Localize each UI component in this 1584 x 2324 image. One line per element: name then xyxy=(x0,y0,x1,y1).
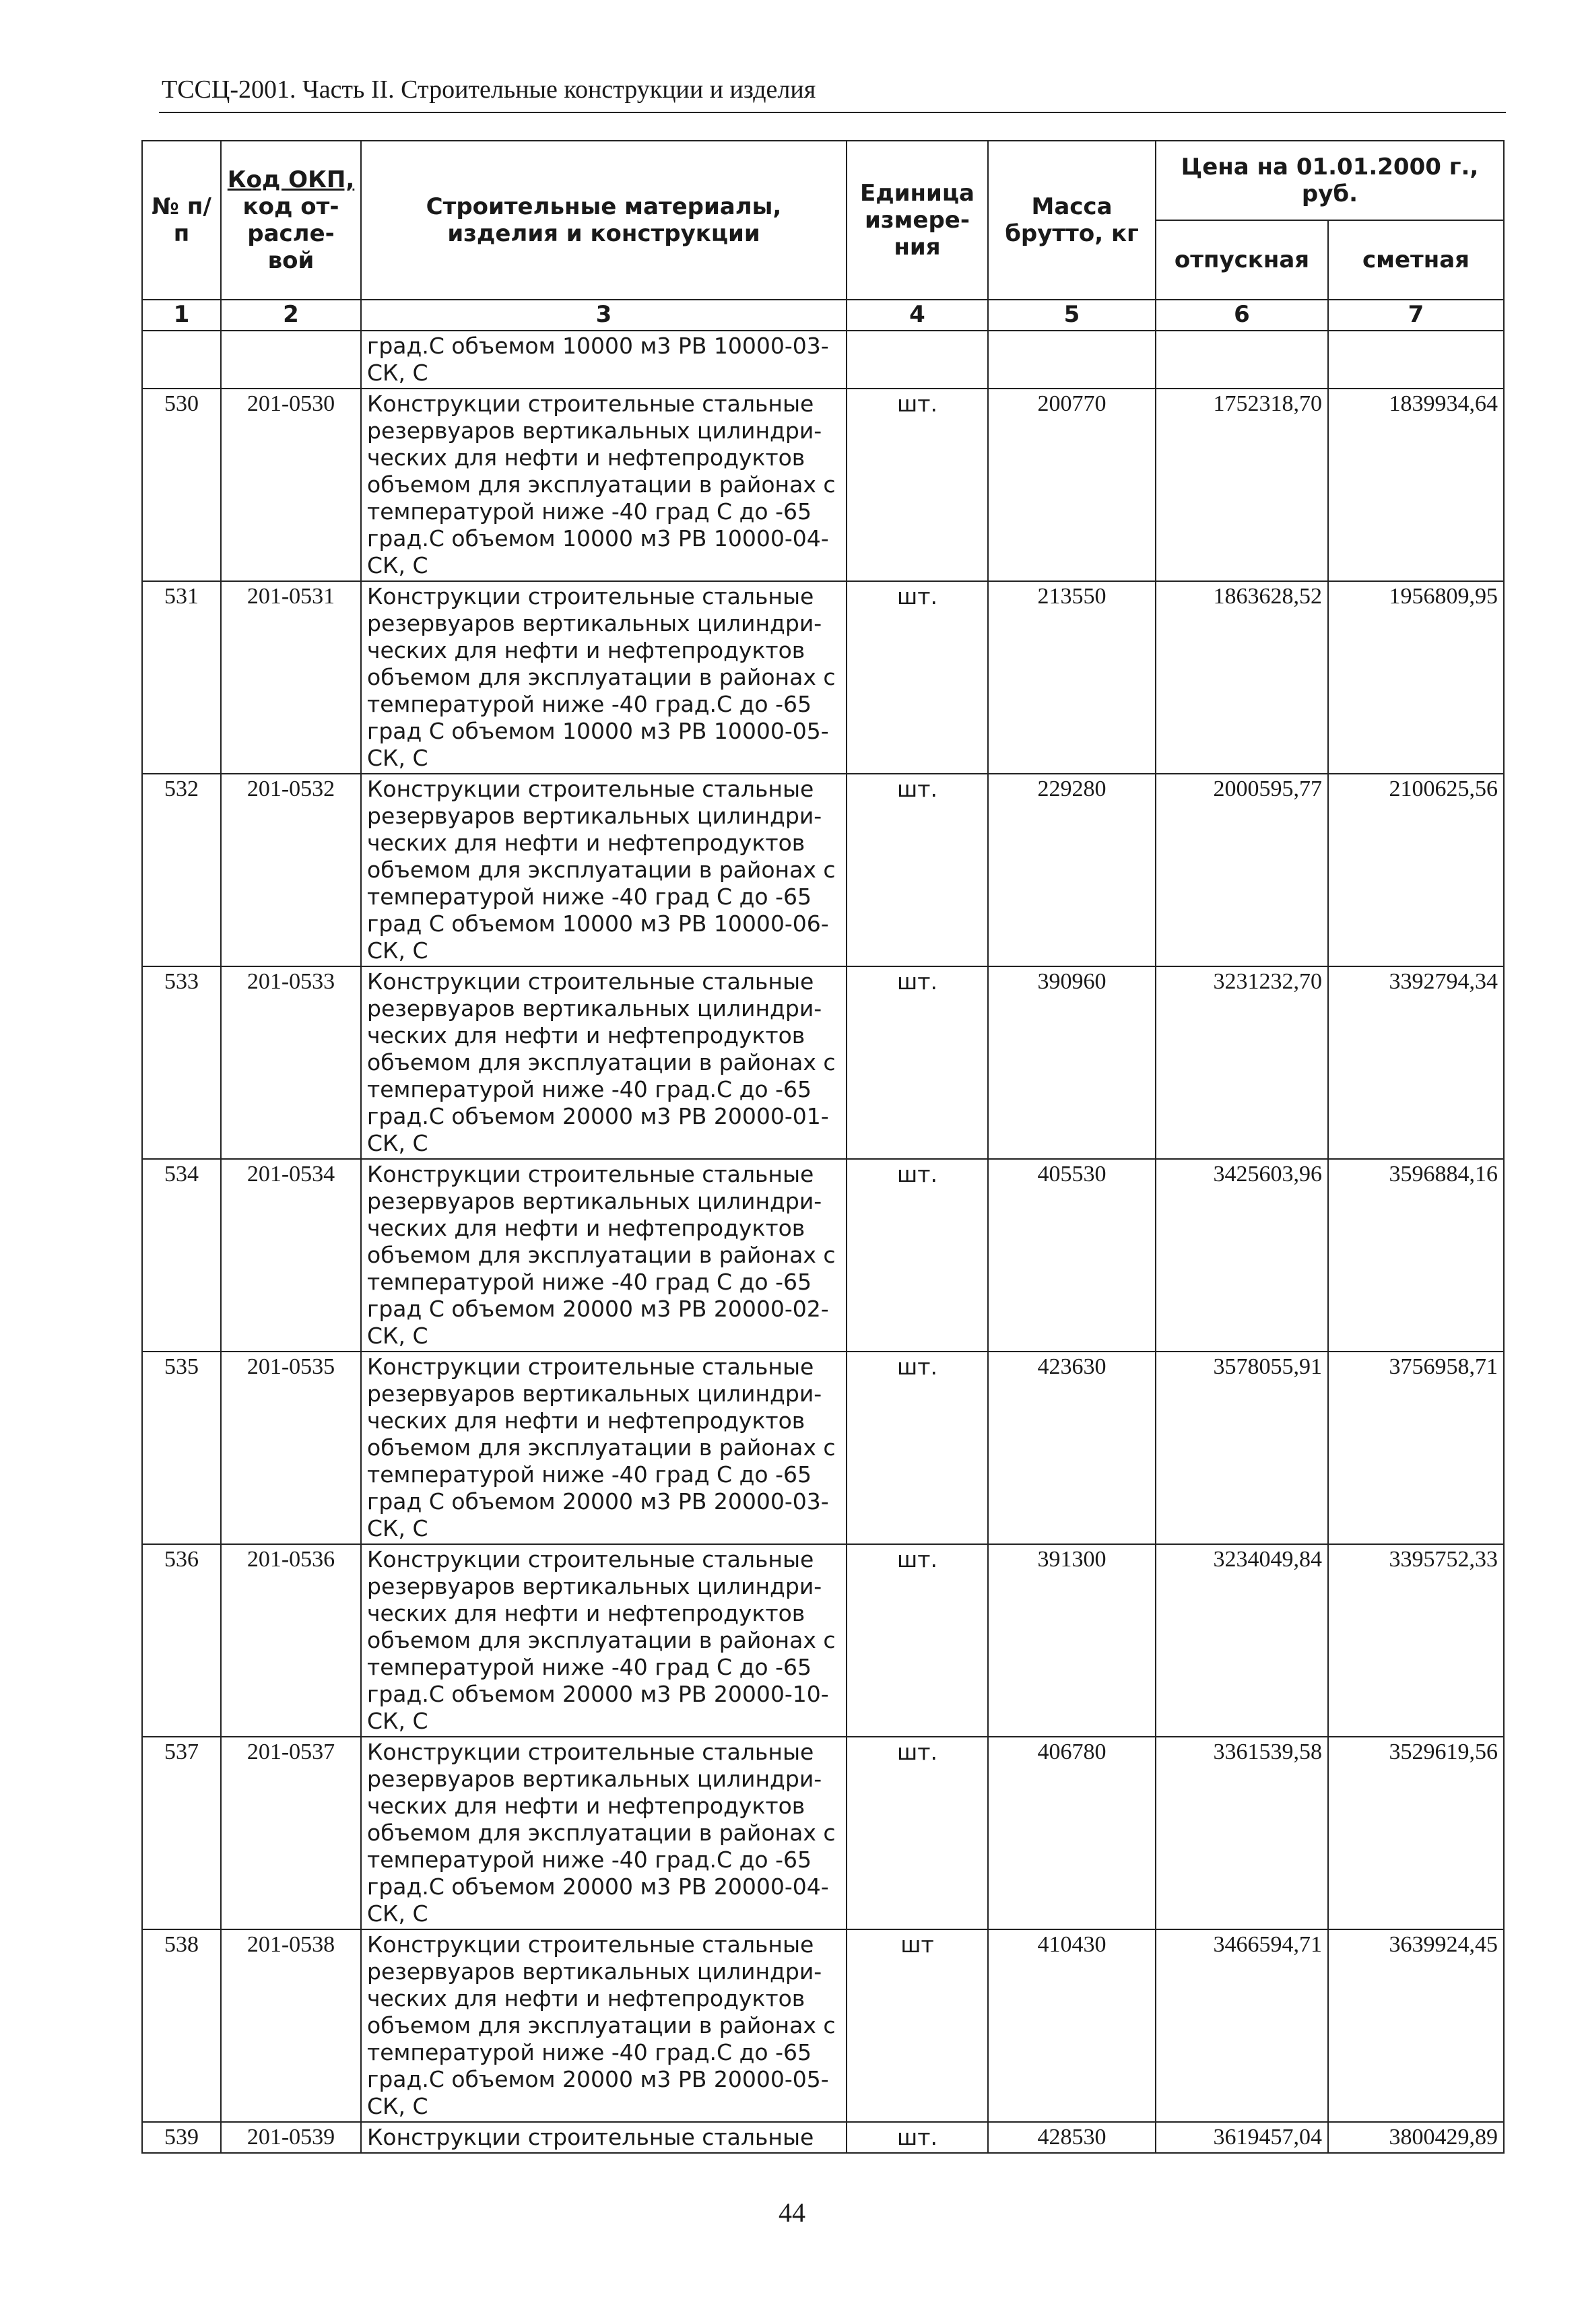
row-code: 201-0538 xyxy=(221,1929,361,2122)
row-price-release: 3425603,96 xyxy=(1156,1159,1328,1352)
table-row xyxy=(142,581,1504,774)
row-mass: 423630 xyxy=(988,1352,1156,1544)
row-description: Конструкции строительные стальные xyxy=(361,2122,847,2153)
column-number: 4 xyxy=(847,300,988,331)
row-price-release: 3578055,91 xyxy=(1156,1352,1328,1544)
row-unit: шт. xyxy=(847,1159,988,1352)
row-code: 201-0531 xyxy=(221,581,361,774)
row-mass: 200770 xyxy=(988,389,1156,581)
row-code: 201-0536 xyxy=(221,1544,361,1737)
row-mass: 405530 xyxy=(988,1159,1156,1352)
row-number: 539 xyxy=(142,2122,221,2153)
row-price-release: 1863628,52 xyxy=(1156,581,1328,774)
row-price-estimate: 3800429,89 xyxy=(1328,2122,1504,2153)
row-mass: 406780 xyxy=(988,1737,1156,1929)
row-description: Конструкции строительные стальные резервуаров вертикальных цилиндри-ческих для нефти и нефтепродуктов объемом для эксплуатации в районах с температурой ниже -40 град С до -65 град.С объемом 10000 м3 РВ 10000-04-СК, С xyxy=(361,389,847,581)
header-code xyxy=(221,141,361,300)
header-name: Строительные материалы, изделия и конструкции xyxy=(361,141,847,300)
page-header-title: ТССЦ-2001. Часть II. Строительные конструкции и изделия xyxy=(162,75,816,104)
row-code: 201-0535 xyxy=(221,1352,361,1544)
row-mass: 213550 xyxy=(988,581,1156,774)
row-code: 201-0532 xyxy=(221,774,361,966)
table-row xyxy=(142,1544,1504,1737)
row-price-release: 2000595,77 xyxy=(1156,774,1328,966)
row-unit: шт. xyxy=(847,581,988,774)
row-unit: шт. xyxy=(847,1737,988,1929)
row-price-estimate: 3756958,71 xyxy=(1328,1352,1504,1544)
header-price-release: отпускная xyxy=(1156,220,1328,300)
row-price-release: 1752318,70 xyxy=(1156,389,1328,581)
row-number: 538 xyxy=(142,1929,221,2122)
row-number: 532 xyxy=(142,774,221,966)
row-unit: шт xyxy=(847,1929,988,2122)
row-description: Конструкции строительные стальные резервуаров вертикальных цилиндри-ческих для нефти и нефтепродуктов объемом для эксплуатации в районах с температурой ниже -40 град С до -65 град С объемом 20000 м3 РВ 20000-02-СК, С xyxy=(361,1159,847,1352)
table-row xyxy=(142,1737,1504,1929)
row-unit: шт. xyxy=(847,1352,988,1544)
row-description: Конструкции строительные стальные резервуаров вертикальных цилиндри-ческих для нефти и нефтепродуктов объемом для эксплуатации в районах с температурой ниже -40 град С до -65 град С объемом 10000 м3 РВ 10000-06-СК, С xyxy=(361,774,847,966)
column-number: 5 xyxy=(988,300,1156,331)
table-row xyxy=(142,1352,1504,1544)
row-unit: шт. xyxy=(847,389,988,581)
header-unit: Единица измере-ния xyxy=(847,141,988,300)
row-price-release: 3466594,71 xyxy=(1156,1929,1328,2122)
table-row xyxy=(142,774,1504,966)
row-description: Конструкции строительные стальные резервуаров вертикальных цилиндри-ческих для нефти и нефтепродуктов объемом для эксплуатации в районах с температурой ниже -40 град.С до -65 град.С объемом 20000 м3 РВ 20000-04-СК, С xyxy=(361,1737,847,1929)
row-code: 201-0534 xyxy=(221,1159,361,1352)
row-description: Конструкции строительные стальные резервуаров вертикальных цилиндри-ческих для нефти и нефтепродуктов объемом для эксплуатации в районах с температурой ниже -40 град С до -65 град.С объемом 20000 м3 РВ 20000-10-СК, С xyxy=(361,1544,847,1737)
header-mass: Масса брутто, кг xyxy=(988,141,1156,300)
row-price-release: 3619457,04 xyxy=(1156,2122,1328,2153)
row-mass: 391300 xyxy=(988,1544,1156,1737)
row-unit: шт. xyxy=(847,1544,988,1737)
table-row xyxy=(142,1159,1504,1352)
row-price-estimate: 1839934,64 xyxy=(1328,389,1504,581)
table-row xyxy=(142,966,1504,1159)
row-price-estimate: 3596884,16 xyxy=(1328,1159,1504,1352)
column-number: 7 xyxy=(1328,300,1504,331)
row-mass: 229280 xyxy=(988,774,1156,966)
row-number: 537 xyxy=(142,1737,221,1929)
row-price-release: 3361539,58 xyxy=(1156,1737,1328,1929)
row-number: 536 xyxy=(142,1544,221,1737)
row-code: 201-0539 xyxy=(221,2122,361,2153)
header-price-estimate: сметная xyxy=(1328,220,1504,300)
price-table xyxy=(141,140,1505,2154)
row-number: 534 xyxy=(142,1159,221,1352)
row-description: Конструкции строительные стальные резервуаров вертикальных цилиндри-ческих для нефти и нефтепродуктов объемом для эксплуатации в районах с температурой ниже -40 град.С до -65 град.С объемом 20000 м3 РВ 20000-01-СК, С xyxy=(361,966,847,1159)
row-number: 535 xyxy=(142,1352,221,1544)
row-price-estimate: 3639924,45 xyxy=(1328,1929,1504,2122)
row-number: 530 xyxy=(142,389,221,581)
row-price-estimate: 3392794,34 xyxy=(1328,966,1504,1159)
column-number: 1 xyxy=(142,300,221,331)
header-code-okp: Код ОКП, xyxy=(227,166,355,193)
row-description: Конструкции строительные стальные резервуаров вертикальных цилиндри-ческих для нефти и нефтепродуктов объемом для эксплуатации в районах с температурой ниже -40 град.С до -65 град С объемом 10000 м3 РВ 10000-05-СК, С xyxy=(361,581,847,774)
row-unit: шт. xyxy=(847,774,988,966)
row-description: Конструкции строительные стальные резервуаров вертикальных цилиндри-ческих для нефти и нефтепродуктов объемом для эксплуатации в районах с температурой ниже -40 град.С до -65 град.С объемом 20000 м3 РВ 20000-05-СК, С xyxy=(361,1929,847,2122)
row-unit: шт. xyxy=(847,2122,988,2153)
row-price-estimate: 3529619,56 xyxy=(1328,1737,1504,1929)
row-number: 531 xyxy=(142,581,221,774)
row-mass: 390960 xyxy=(988,966,1156,1159)
continuation-text: град.С объемом 10000 м3 РВ 10000-03-СК, С xyxy=(361,331,847,389)
column-number: 3 xyxy=(361,300,847,331)
row-price-release: 3231232,70 xyxy=(1156,966,1328,1159)
header-price-group: Цена на 01.01.2000 г., руб. xyxy=(1156,141,1504,220)
row-code: 201-0530 xyxy=(221,389,361,581)
row-description: Конструкции строительные стальные резервуаров вертикальных цилиндри-ческих для нефти и нефтепродуктов объемом для эксплуатации в районах с температурой ниже -40 град С до -65 град С объемом 20000 м3 РВ 20000-03-СК, С xyxy=(361,1352,847,1544)
continuation-row xyxy=(142,331,1504,389)
row-price-release: 3234049,84 xyxy=(1156,1544,1328,1737)
column-number: 2 xyxy=(221,300,361,331)
table-row xyxy=(142,389,1504,581)
header-rule xyxy=(159,112,1506,113)
row-number: 533 xyxy=(142,966,221,1159)
row-price-estimate: 3395752,33 xyxy=(1328,1544,1504,1737)
row-code: 201-0533 xyxy=(221,966,361,1159)
table-row xyxy=(142,2122,1504,2153)
header-no: № п/п xyxy=(142,141,221,300)
row-mass: 410430 xyxy=(988,1929,1156,2122)
row-code: 201-0537 xyxy=(221,1737,361,1929)
row-unit: шт. xyxy=(847,966,988,1159)
table-row xyxy=(142,1929,1504,2122)
row-mass: 428530 xyxy=(988,2122,1156,2153)
column-number: 6 xyxy=(1156,300,1328,331)
header-code-branch: код от-расле-вой xyxy=(242,193,339,274)
row-price-estimate: 1956809,95 xyxy=(1328,581,1504,774)
column-number-row xyxy=(142,300,1504,331)
row-price-estimate: 2100625,56 xyxy=(1328,774,1504,966)
page-number: 44 xyxy=(779,2197,805,2228)
